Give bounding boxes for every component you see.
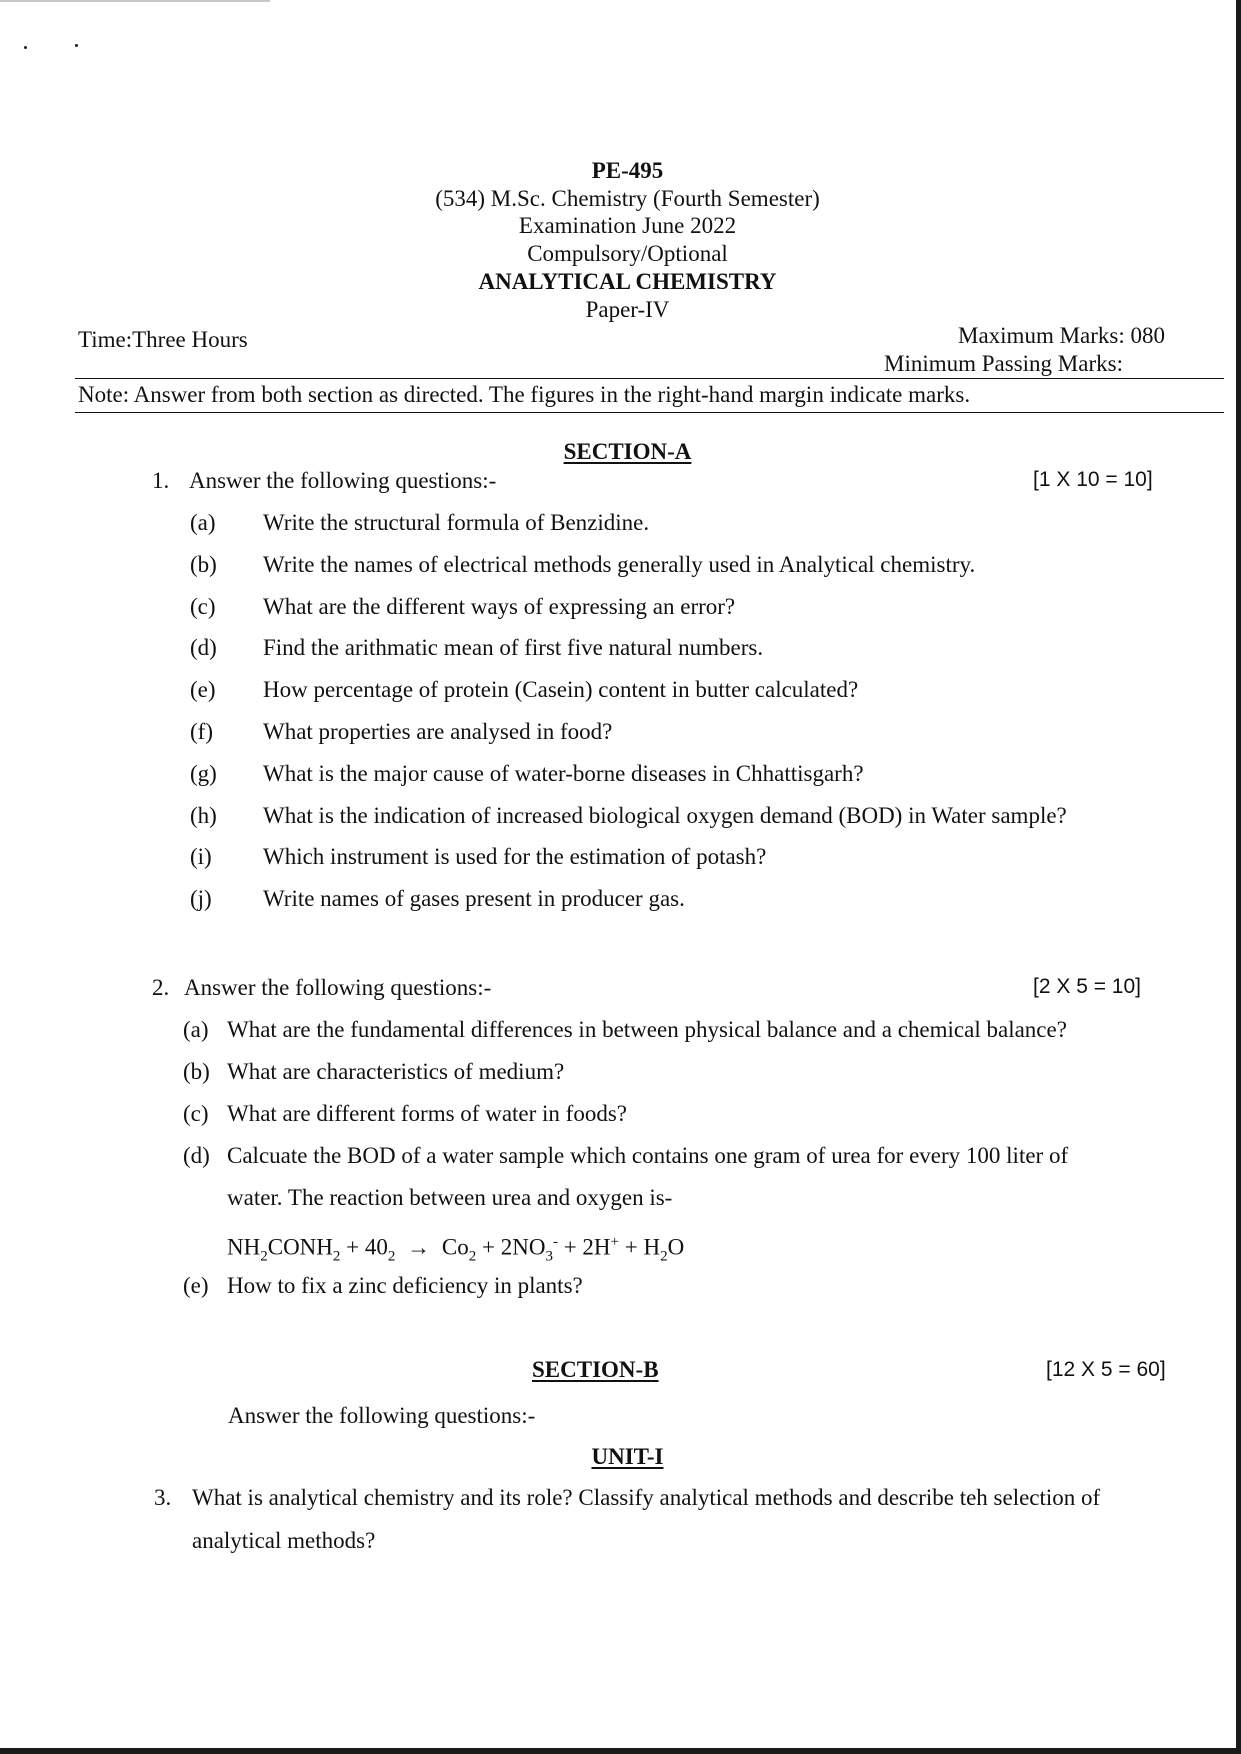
- item-text: How percentage of protein (Casein) content in butter calculated?: [263, 677, 859, 702]
- item-text: Write the names of electrical methods generally used in Analytical chemistry.: [263, 552, 976, 577]
- section-b-title: SECTION-B: [532, 1357, 659, 1382]
- item-label: (a): [183, 1017, 209, 1042]
- question-prompt: Answer the following questions:-: [184, 975, 492, 1000]
- marks-allocation: [1 X 10 = 10]: [1033, 468, 1153, 491]
- item-text: What is the major cause of water-borne diseases in Chhattisgarh?: [263, 761, 864, 786]
- scan-speck: [24, 46, 27, 49]
- equation-term: CONH: [267, 1234, 333, 1260]
- item-label: (g): [190, 761, 217, 786]
- item-label: (d): [183, 1143, 210, 1168]
- paper-type: Compulsory/Optional: [527, 241, 728, 266]
- equation-term: + 2NO: [476, 1234, 546, 1260]
- equation-superscript: +: [610, 1234, 619, 1250]
- paper-code: PE-495: [591, 158, 664, 183]
- item-text: Write the structural formula of Benzidine.: [263, 510, 650, 535]
- item-text: What are the fundamental differences in between physical balance and a chemical balance?: [227, 1017, 1067, 1042]
- item-text: What is the indication of increased biological oxygen demand (BOD) in Water sample?: [263, 803, 1067, 828]
- question-text: What is analytical chemistry and its role? Classify analytical methods and describe teh selection of: [192, 1485, 1101, 1510]
- header-rule-bottom: [75, 412, 1224, 413]
- question-prompt: Answer the following questions:-: [189, 468, 497, 493]
- item-label: (c): [190, 594, 216, 619]
- minimum-passing-marks: Minimum Passing Marks:: [884, 351, 1123, 376]
- equation-term: O: [667, 1234, 685, 1260]
- section-b-prompt: Answer the following questions:-: [228, 1403, 536, 1428]
- scan-speck: [75, 44, 78, 47]
- item-text: What are the different ways of expressing an error?: [263, 594, 736, 619]
- equation-subscript: 3: [545, 1248, 553, 1265]
- item-label: (a): [190, 510, 216, 535]
- marks-allocation: [12 X 5 = 60]: [1046, 1358, 1166, 1381]
- item-label: (d): [190, 635, 217, 660]
- item-label: (h): [190, 803, 217, 828]
- equation-term: Co: [441, 1234, 469, 1260]
- item-label: (e): [190, 677, 216, 702]
- section-a-title: SECTION-A: [563, 439, 692, 464]
- item-label: (f): [190, 719, 213, 744]
- item-label: (b): [190, 552, 217, 577]
- item-text: Write names of gases present in producer gas.: [263, 886, 685, 911]
- header-rule-top: [75, 378, 1224, 379]
- item-label: (b): [183, 1059, 210, 1084]
- instructions-note: Note: Answer from both section as directed. The figures in the right-hand margin indicate marks.: [78, 382, 971, 407]
- question-text-continued: analytical methods?: [192, 1528, 376, 1553]
- maximum-marks: Maximum Marks: 080: [958, 323, 1165, 348]
- equation-subscript: 2: [387, 1248, 396, 1265]
- marks-allocation: [2 X 5 = 10]: [1033, 975, 1141, 998]
- equation-term: + 40: [340, 1234, 388, 1260]
- unit-title: UNIT-I: [591, 1444, 664, 1469]
- item-text: Find the arithmatic mean of first five natural numbers.: [263, 635, 764, 660]
- item-text: What properties are analysed in food?: [263, 719, 613, 744]
- scan-edge-top: [0, 0, 270, 2]
- item-label: (c): [183, 1101, 209, 1126]
- equation-subscript: 2: [468, 1248, 477, 1265]
- equation-subscript: 2: [660, 1248, 668, 1265]
- scan-edge-bottom: [0, 1748, 1241, 1754]
- item-text: Calcuate the BOD of a water sample which contains one gram of urea for every 100 liter of: [227, 1143, 1069, 1168]
- item-label: (e): [183, 1273, 209, 1298]
- paper-number: Paper-IV: [585, 297, 670, 322]
- question-number: 3.: [154, 1485, 172, 1510]
- item-text: What are characteristics of medium?: [227, 1059, 565, 1084]
- item-text-continued: water. The reaction between urea and oxygen is-: [227, 1185, 673, 1210]
- question-number: 1.: [152, 468, 170, 493]
- item-text: Which instrument is used for the estimation of potash?: [263, 844, 767, 869]
- equation-term: NH: [227, 1234, 261, 1260]
- item-text: How to fix a zinc deficiency in plants?: [227, 1273, 583, 1298]
- time-allowed: Time:Three Hours: [78, 327, 248, 352]
- course-title: (534) M.Sc. Chemistry (Fourth Semester): [435, 186, 820, 211]
- exam-session: Examination June 2022: [518, 213, 737, 238]
- equation-superscript: -: [552, 1234, 558, 1250]
- item-label: (j): [190, 886, 212, 911]
- item-label: (i): [190, 844, 212, 869]
- equation-subscript: 2: [260, 1248, 268, 1265]
- item-text: What are different forms of water in foods?: [227, 1101, 627, 1126]
- equation-subscript: 2: [332, 1248, 341, 1265]
- question-number: 2.: [152, 975, 170, 1000]
- equation-term: + H: [619, 1234, 661, 1260]
- reaction-arrow: →: [407, 1234, 431, 1260]
- equation-term: + 2H: [557, 1234, 611, 1260]
- reaction-equation: [227, 1228, 684, 1270]
- subject-title: ANALYTICAL CHEMISTRY: [478, 269, 777, 294]
